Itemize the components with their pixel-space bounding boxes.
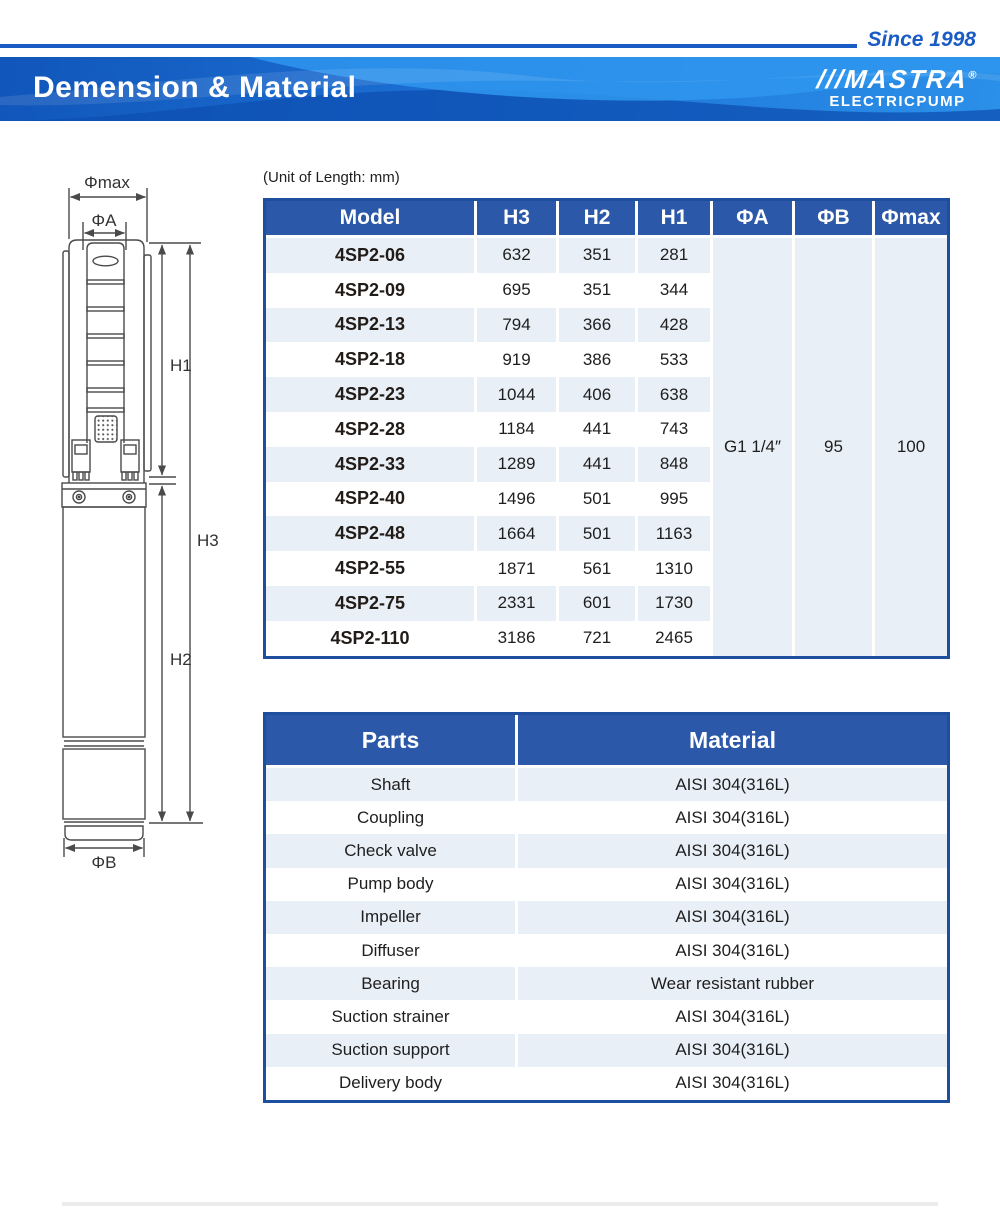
column-header-material: Material bbox=[689, 726, 776, 753]
dim-label-h2: H2 bbox=[170, 650, 192, 669]
column-header-model: Model bbox=[266, 201, 477, 235]
part-cell: Shaft bbox=[266, 768, 518, 801]
table-row bbox=[266, 273, 713, 308]
h2-cell: 366 bbox=[559, 308, 638, 343]
h1-cell: 2465 bbox=[638, 621, 713, 656]
table-row bbox=[266, 586, 713, 621]
table-row bbox=[266, 834, 947, 867]
h2-cell: 561 bbox=[559, 551, 638, 586]
h3-cell: 1289 bbox=[477, 447, 559, 482]
h1-cell: 344 bbox=[638, 273, 713, 308]
parts-material-table bbox=[263, 712, 950, 1103]
column-header-phi-max: Φmax bbox=[881, 206, 941, 229]
dim-label-h1: H1 bbox=[170, 356, 192, 375]
part-cell: Check valve bbox=[266, 834, 518, 867]
h3-cell: 3186 bbox=[477, 621, 559, 656]
table-row bbox=[266, 1034, 947, 1067]
h3-cell: 1664 bbox=[477, 516, 559, 551]
h1-cell: 848 bbox=[638, 447, 713, 482]
material-cell: AISI 304(316L) bbox=[675, 1040, 790, 1060]
h2-cell: 441 bbox=[559, 412, 638, 447]
h2-cell: 386 bbox=[559, 342, 638, 377]
material-cell: AISI 304(316L) bbox=[675, 940, 790, 960]
part-cell: Delivery body bbox=[266, 1067, 518, 1100]
model-cell: 4SP2-28 bbox=[266, 412, 477, 447]
part-cell: Suction support bbox=[266, 1034, 518, 1067]
h2-cell: 501 bbox=[559, 516, 638, 551]
model-cell: 4SP2-33 bbox=[266, 447, 477, 482]
h1-cell: 1310 bbox=[638, 551, 713, 586]
h1-cell: 995 bbox=[638, 482, 713, 517]
brand-logo-wordmark bbox=[815, 64, 979, 95]
h3-cell: 1496 bbox=[477, 482, 559, 517]
h1-cell: 638 bbox=[638, 377, 713, 412]
brand-name: MASTRA bbox=[843, 64, 970, 94]
dimension-table-body bbox=[266, 238, 947, 656]
h3-cell: 1044 bbox=[477, 377, 559, 412]
dimension-table bbox=[263, 198, 950, 659]
table-row bbox=[266, 447, 713, 482]
h2-cell: 351 bbox=[559, 238, 638, 273]
h1-cell: 1163 bbox=[638, 516, 713, 551]
model-cell: 4SP2-110 bbox=[266, 621, 477, 656]
column-header-phi-b: ΦB bbox=[795, 201, 875, 235]
part-cell: Pump body bbox=[266, 868, 518, 901]
h2-cell: 351 bbox=[559, 273, 638, 308]
title-banner bbox=[0, 57, 1000, 121]
merged-cell-phi-a: G1 1/4″ bbox=[713, 238, 795, 656]
model-cell: 4SP2-75 bbox=[266, 586, 477, 621]
h1-cell: 743 bbox=[638, 412, 713, 447]
table-row bbox=[266, 967, 947, 1000]
brand-logo bbox=[817, 64, 978, 110]
table-row bbox=[266, 238, 713, 273]
material-cell: AISI 304(316L) bbox=[675, 874, 790, 894]
model-cell: 4SP2-40 bbox=[266, 482, 477, 517]
table-row bbox=[266, 768, 947, 801]
h1-cell: 281 bbox=[638, 238, 713, 273]
h2-cell: 441 bbox=[559, 447, 638, 482]
column-header-h2: H2 bbox=[559, 201, 638, 235]
table-row bbox=[266, 516, 713, 551]
h3-cell: 632 bbox=[477, 238, 559, 273]
material-cell: Wear resistant rubber bbox=[650, 973, 815, 993]
parts-table-body bbox=[266, 768, 947, 1100]
column-header-h1: H1 bbox=[638, 201, 713, 235]
merged-cell-phi-b: 95 bbox=[795, 238, 875, 656]
part-cell: Impeller bbox=[266, 901, 518, 934]
material-cell: AISI 304(316L) bbox=[675, 807, 790, 827]
table-row bbox=[266, 377, 713, 412]
dimension-table-rows bbox=[266, 238, 713, 656]
h3-cell: 2331 bbox=[477, 586, 559, 621]
brand-logo-subtitle: ELECTRICPUMP bbox=[829, 93, 966, 110]
table-row bbox=[266, 934, 947, 967]
dimension-table-header bbox=[266, 201, 947, 238]
h1-cell: 533 bbox=[638, 342, 713, 377]
model-cell: 4SP2-48 bbox=[266, 516, 477, 551]
model-cell: 4SP2-55 bbox=[266, 551, 477, 586]
part-cell: Coupling bbox=[266, 801, 518, 834]
dim-label-h3: H3 bbox=[197, 531, 219, 550]
model-cell: 4SP2-06 bbox=[266, 238, 477, 273]
dim-label-phi-b: ΦB bbox=[91, 853, 117, 872]
merged-cell-phi-max: 100 bbox=[875, 238, 947, 656]
model-cell: 4SP2-23 bbox=[266, 377, 477, 412]
column-header-parts: Parts bbox=[266, 715, 518, 765]
material-cell: AISI 304(316L) bbox=[675, 1073, 790, 1093]
h1-cell: 1730 bbox=[638, 586, 713, 621]
table-row bbox=[266, 621, 713, 656]
pump-diagram bbox=[30, 165, 240, 875]
h2-cell: 721 bbox=[559, 621, 638, 656]
material-cell: AISI 304(316L) bbox=[675, 1006, 790, 1026]
model-cell: 4SP2-18 bbox=[266, 342, 477, 377]
h1-cell: 428 bbox=[638, 308, 713, 343]
table-row bbox=[266, 901, 947, 934]
column-header-phi-a: ΦA bbox=[713, 201, 795, 235]
parts-table-header bbox=[266, 715, 947, 768]
table-row bbox=[266, 868, 947, 901]
table-row bbox=[266, 1000, 947, 1033]
table-row bbox=[266, 482, 713, 517]
h3-cell: 695 bbox=[477, 273, 559, 308]
h2-cell: 601 bbox=[559, 586, 638, 621]
column-header-h3: H3 bbox=[477, 201, 559, 235]
part-cell: Diffuser bbox=[266, 934, 518, 967]
h2-cell: 406 bbox=[559, 377, 638, 412]
unit-of-length-note: (Unit of Length: mm) bbox=[263, 169, 400, 186]
dimension-table-merged-columns bbox=[713, 238, 947, 656]
dim-label-phi-max: Φmax bbox=[84, 173, 130, 192]
h3-cell: 794 bbox=[477, 308, 559, 343]
h3-cell: 919 bbox=[477, 342, 559, 377]
part-cell: Bearing bbox=[266, 967, 518, 1000]
registered-mark: ® bbox=[967, 69, 980, 82]
h3-cell: 1184 bbox=[477, 412, 559, 447]
header-rule-line bbox=[0, 44, 857, 48]
logo-slashes-icon: /// bbox=[815, 64, 847, 94]
page-title: Demension & Material bbox=[33, 71, 357, 104]
table-row bbox=[266, 412, 713, 447]
table-row bbox=[266, 551, 713, 586]
h2-cell: 501 bbox=[559, 482, 638, 517]
footer-divider bbox=[62, 1202, 938, 1206]
since-label: Since 1998 bbox=[867, 28, 976, 51]
table-row bbox=[266, 1067, 947, 1100]
table-row bbox=[266, 308, 713, 343]
table-row bbox=[266, 801, 947, 834]
material-cell: AISI 304(316L) bbox=[675, 840, 790, 860]
model-cell: 4SP2-13 bbox=[266, 308, 477, 343]
table-row bbox=[266, 342, 713, 377]
h3-cell: 1871 bbox=[477, 551, 559, 586]
material-cell: AISI 304(316L) bbox=[675, 774, 790, 794]
model-cell: 4SP2-09 bbox=[266, 273, 477, 308]
part-cell: Suction strainer bbox=[266, 1000, 518, 1033]
material-cell: AISI 304(316L) bbox=[675, 907, 790, 927]
dim-label-phi-a: ΦA bbox=[91, 211, 117, 230]
